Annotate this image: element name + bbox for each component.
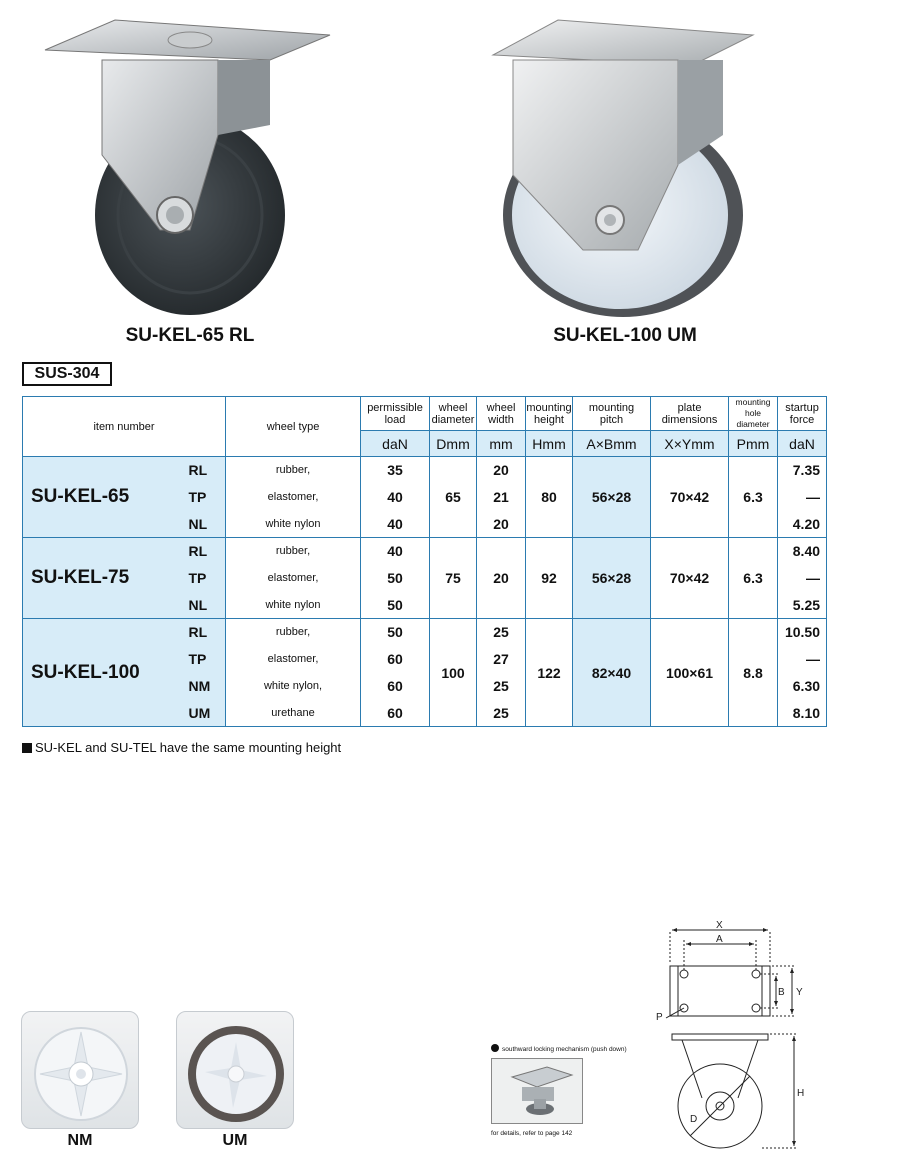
wheel-type: white nylon [226, 592, 361, 619]
variant-code: RL [183, 538, 226, 565]
urethane-wheel-icon [177, 1012, 294, 1129]
height-value: 80 [526, 457, 573, 538]
right-photo-caption: SU-KEL-100 UM [553, 325, 697, 346]
variant-code: TP [183, 646, 226, 673]
width-value: 25 [477, 619, 526, 646]
variant-code: RL [183, 619, 226, 646]
diameter-value: 75 [430, 538, 477, 619]
thumbnail-um [176, 1011, 294, 1129]
model-name: SU-KEL-75 [23, 538, 183, 619]
dim-x-label: X [716, 920, 723, 931]
unit-load: daN [361, 431, 430, 457]
plate-value: 70×42 [651, 457, 729, 538]
width-value: 25 [477, 673, 526, 700]
diameter-value: 65 [430, 457, 477, 538]
load-value: 50 [361, 565, 430, 592]
header-diameter: wheel diameter [430, 397, 477, 431]
header-width: wheel width [477, 397, 526, 431]
table-note: SU-KEL and SU-TEL have the same mounting height [22, 740, 341, 755]
unit-width: mm [477, 431, 526, 457]
variant-code: NL [183, 592, 226, 619]
startup-value: 7.35 [778, 457, 827, 484]
header-plate: plate dimensions [651, 397, 729, 431]
startup-value: 8.40 [778, 538, 827, 565]
load-value: 60 [361, 700, 430, 727]
square-bullet-icon [22, 743, 32, 753]
spec-table [22, 396, 827, 727]
table-row [23, 538, 827, 565]
nylon-wheel-icon [22, 1012, 139, 1129]
width-value: 20 [477, 538, 526, 619]
header-hole: mounting hole diameter [729, 397, 778, 431]
wheel-type: urethane [226, 700, 361, 727]
unit-plate: X×Ymm [651, 431, 729, 457]
locking-title: southward locking mechanism (push down) [491, 1044, 627, 1053]
load-value: 50 [361, 619, 430, 646]
header-item-number: item number [23, 397, 226, 457]
load-value: 60 [361, 673, 430, 700]
wheel-type: elastomer, [226, 565, 361, 592]
table-row [23, 619, 827, 646]
variant-code: TP [183, 484, 226, 511]
dim-a-label: A [716, 934, 723, 945]
hole-value: 8.8 [729, 619, 778, 727]
bullet-dot-icon [491, 1044, 499, 1052]
dim-d-label: D [690, 1114, 698, 1125]
dimension-diagram [650, 918, 820, 1156]
unit-diameter: Dmm [430, 431, 477, 457]
hole-value: 6.3 [729, 538, 778, 619]
plate-value: 70×42 [651, 538, 729, 619]
pitch-value: 56×28 [573, 457, 651, 538]
load-value: 40 [361, 538, 430, 565]
unit-height: Hmm [526, 431, 573, 457]
header-pitch: mounting pitch [573, 397, 651, 431]
dim-b-label: B [778, 987, 785, 998]
wheel-type: elastomer, [226, 484, 361, 511]
locking-ref: for details, refer to page 142 [491, 1130, 573, 1137]
pitch-value: 82×40 [573, 619, 651, 727]
startup-value: — [778, 484, 827, 511]
variant-code: UM [183, 700, 226, 727]
variant-code: NL [183, 511, 226, 538]
load-value: 40 [361, 484, 430, 511]
wheel-type: white nylon, [226, 673, 361, 700]
startup-value: 6.30 [778, 673, 827, 700]
wheel-type: white nylon [226, 511, 361, 538]
width-value: 21 [477, 484, 526, 511]
header-startup: startup force [778, 397, 827, 431]
variant-code: RL [183, 457, 226, 484]
width-value: 20 [477, 511, 526, 538]
header-wheel-type: wheel type [226, 397, 361, 457]
pitch-value: 56×28 [573, 538, 651, 619]
diameter-value: 100 [430, 619, 477, 727]
load-value: 35 [361, 457, 430, 484]
left-photo-caption: SU-KEL-65 RL [125, 325, 255, 346]
locking-photo [491, 1058, 583, 1124]
height-value: 122 [526, 619, 573, 727]
unit-hole: Pmm [729, 431, 778, 457]
plate-value: 100×61 [651, 619, 729, 727]
header-load: permissible load [361, 397, 430, 431]
dim-h-label: H [797, 1088, 805, 1099]
startup-value: — [778, 565, 827, 592]
load-value: 40 [361, 511, 430, 538]
width-value: 25 [477, 700, 526, 727]
nm-label: NM [67, 1132, 93, 1149]
load-value: 50 [361, 592, 430, 619]
height-value: 92 [526, 538, 573, 619]
table-row [23, 457, 827, 484]
width-value: 20 [477, 457, 526, 484]
model-name: SU-KEL-65 [23, 457, 183, 538]
header-height: mounting height [526, 397, 573, 431]
dim-p-label: P [656, 1012, 663, 1023]
startup-value: 10.50 [778, 619, 827, 646]
caster-photo-sukel65rl [40, 15, 335, 315]
startup-value: 5.25 [778, 592, 827, 619]
material-badge: SUS-304 [22, 362, 112, 386]
variant-code: TP [183, 565, 226, 592]
wheel-type: elastomer, [226, 646, 361, 673]
variant-code: NM [183, 673, 226, 700]
hole-value: 6.3 [729, 457, 778, 538]
startup-value: — [778, 646, 827, 673]
thumbnail-nm [21, 1011, 139, 1129]
um-label: UM [222, 1132, 248, 1149]
startup-value: 8.10 [778, 700, 827, 727]
unit-startup: daN [778, 431, 827, 457]
model-name: SU-KEL-100 [23, 619, 183, 727]
caster-photo-sukel100um [488, 15, 758, 320]
wheel-type: rubber, [226, 619, 361, 646]
dim-y-label: Y [796, 987, 803, 998]
startup-value: 4.20 [778, 511, 827, 538]
width-value: 27 [477, 646, 526, 673]
load-value: 60 [361, 646, 430, 673]
unit-pitch: A×Bmm [573, 431, 651, 457]
wheel-type: rubber, [226, 538, 361, 565]
wheel-type: rubber, [226, 457, 361, 484]
